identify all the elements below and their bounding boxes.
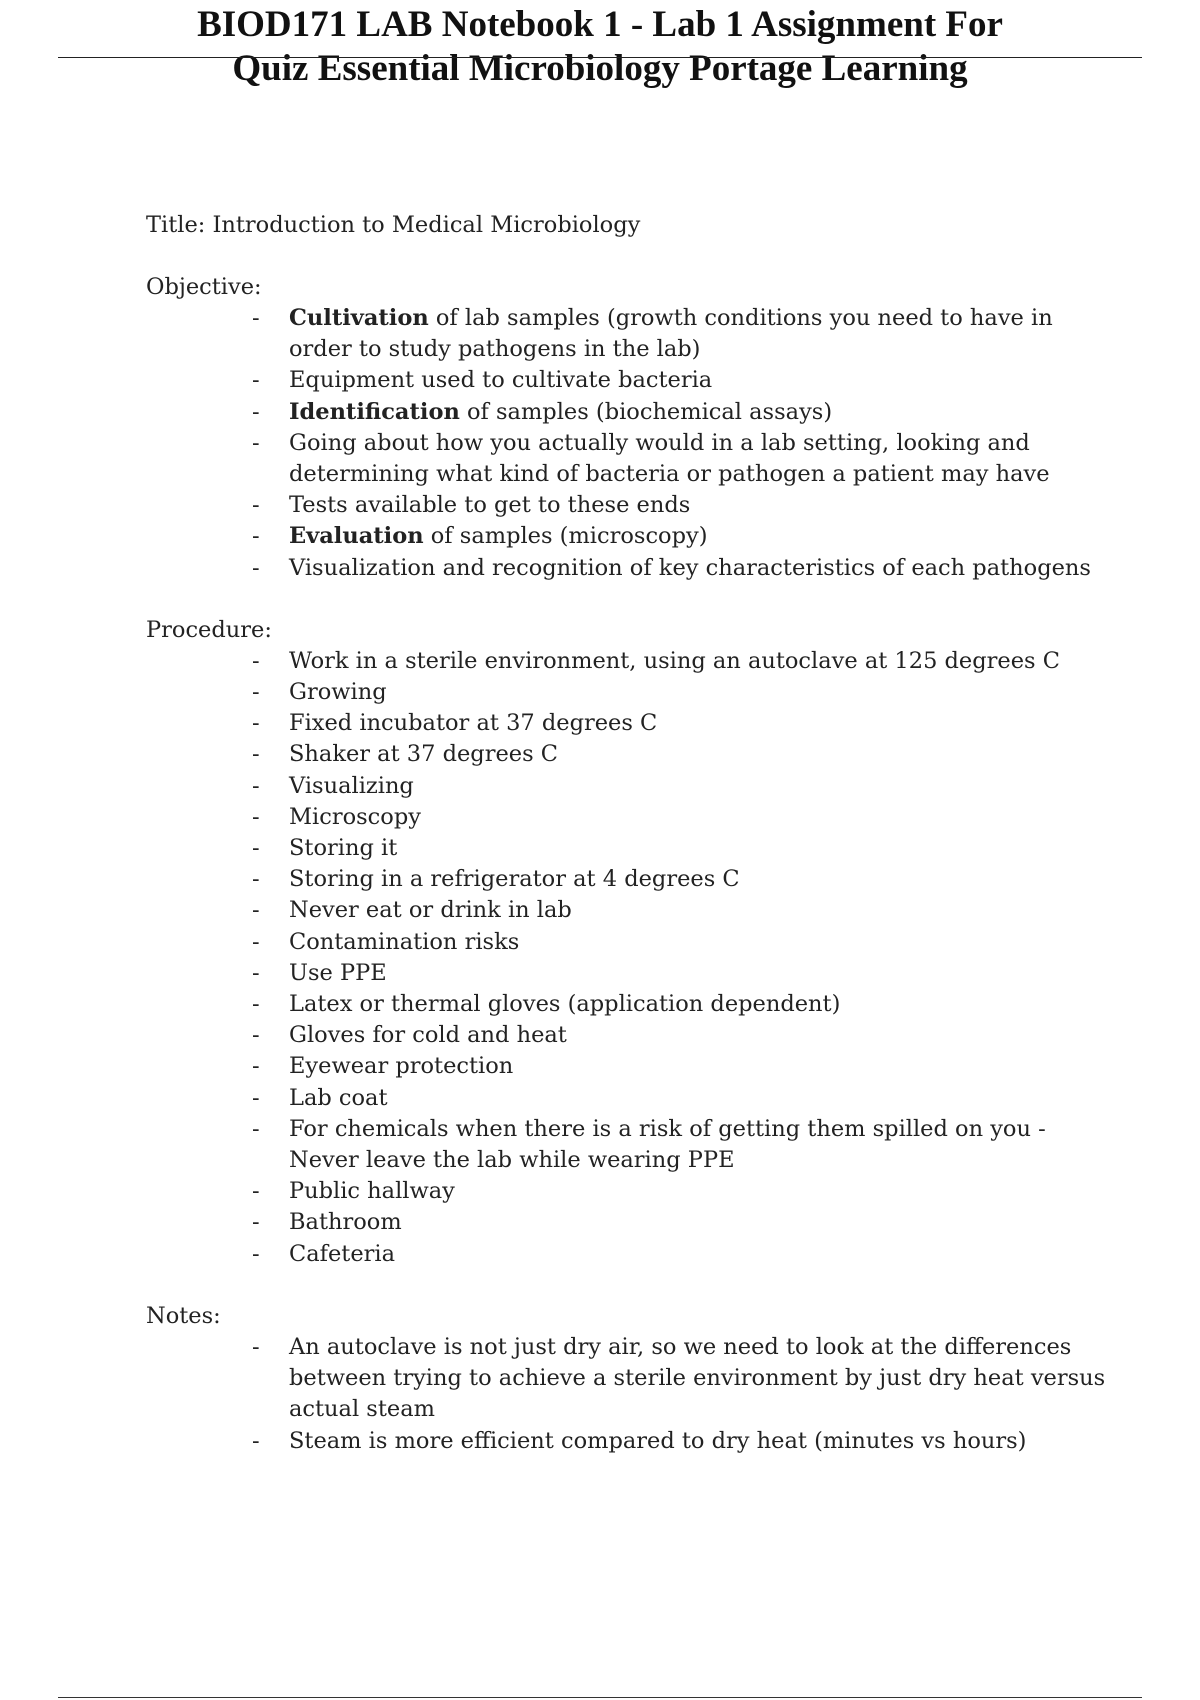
procedure-item-text: Growing [289, 679, 387, 706]
procedure-item-text: Latex or thermal gloves (application dependent) [289, 991, 841, 1018]
objective-item-keyword: Evaluation [289, 523, 424, 550]
bullet-dash: - [252, 1084, 260, 1111]
objective-item-text: Tests available to get to these ends [289, 492, 691, 519]
bullet-dash: - [252, 554, 260, 581]
procedure-item-text: Work in a sterile environment, using an autoclave at 125 degrees C [289, 647, 1060, 674]
procedure-item [146, 1176, 1106, 1207]
bullet-dash: - [252, 429, 260, 456]
bullet-dash: - [252, 1209, 260, 1236]
procedure-item-text: Cafeteria [289, 1240, 395, 1267]
procedure-item-text: Lab coat [289, 1084, 388, 1111]
procedure-item-text: Eyewear protection [289, 1053, 514, 1080]
objective-item-text: of lab samples (growth conditions you need to have in order to study pathogens in the lab) [289, 305, 1053, 363]
bullet-dash: - [252, 866, 260, 893]
objective-item-text: of samples (biochemical assays) [459, 398, 833, 425]
objective-item-keyword: Identification [289, 398, 460, 425]
objective-section [146, 272, 1106, 584]
procedure-item [146, 802, 1106, 833]
bullet-dash: - [252, 897, 260, 924]
procedure-item-text: Public hallway [289, 1178, 455, 1205]
procedure-item-text: Contamination risks [289, 928, 520, 955]
procedure-item [146, 708, 1106, 739]
bullet-dash: - [252, 959, 260, 986]
bullet-dash: - [252, 647, 260, 674]
objective-item [146, 428, 1106, 490]
procedure-item-text: Visualizing [289, 772, 414, 799]
bullet-dash: - [252, 1178, 260, 1205]
bullet-dash: - [252, 1053, 260, 1080]
procedure-item [146, 1020, 1106, 1051]
objective-item-text: Visualization and recognition of key characteristics of each pathogens [289, 554, 1091, 581]
bullet-dash: - [252, 367, 260, 394]
notes-item-text: Steam is more efficient compared to dry heat (minutes vs hours) [289, 1427, 1027, 1454]
bullet-dash: - [252, 679, 260, 706]
objective-item-keyword: Cultivation [289, 305, 429, 331]
procedure-section [146, 615, 1106, 1270]
procedure-item [146, 989, 1106, 1020]
objective-item [146, 397, 1106, 428]
procedure-item [146, 1207, 1106, 1238]
procedure-item [146, 864, 1106, 895]
footer-divider [58, 1697, 1142, 1698]
objective-item [146, 365, 1106, 396]
bullet-dash: - [252, 1427, 260, 1454]
notes-item-text: An autoclave is not just dry air, so we need to look at the differences between trying to achieve a sterile environment by just dry heat versus actual steam [289, 1333, 1106, 1423]
bullet-dash: - [252, 803, 260, 830]
bullet-dash: - [252, 492, 260, 519]
notes-item [146, 1426, 1106, 1457]
lab-title: Title: Introduction to Medical Microbiology [146, 212, 641, 238]
procedure-item [146, 771, 1106, 802]
bullet-dash: - [252, 1022, 260, 1049]
document-title-line-2: Quiz Essential Microbiology Portage Learning [232, 48, 968, 89]
bullet-dash: - [252, 1115, 260, 1142]
objective-item [146, 553, 1106, 584]
document-header [58, 0, 1142, 91]
procedure-item [146, 677, 1106, 708]
objective-item-text: of samples (microscopy) [423, 523, 708, 550]
objective-item [146, 303, 1106, 365]
document-body [146, 210, 1106, 1457]
bullet-dash: - [252, 398, 260, 425]
bullet-dash: - [252, 305, 260, 331]
procedure-item-text: Never eat or drink in lab [289, 897, 572, 924]
document-title-line-1: BIOD171 LAB Notebook 1 - Lab 1 Assignment For [197, 4, 1003, 45]
procedure-item-text: Shaker at 37 degrees C [289, 741, 558, 768]
procedure-item [146, 646, 1106, 677]
procedure-item-text: Bathroom [289, 1209, 402, 1236]
procedure-item [146, 1239, 1106, 1270]
objective-list [146, 303, 1106, 584]
objective-item [146, 521, 1106, 552]
procedure-item [146, 958, 1106, 989]
procedure-item-text: Gloves for cold and heat [289, 1022, 567, 1049]
bullet-dash: - [252, 1333, 260, 1360]
procedure-item [146, 1083, 1106, 1114]
objective-item-text: Equipment used to cultivate bacteria [289, 367, 713, 394]
procedure-item-text: Storing it [289, 835, 398, 862]
notes-heading: Notes: [146, 1302, 221, 1329]
objective-item [146, 490, 1106, 521]
bullet-dash: - [252, 1240, 260, 1267]
objective-item-text: Going about how you actually would in a lab setting, looking and determining what kind of bacteria or pathogen a patient may have [289, 429, 1050, 488]
procedure-list [146, 646, 1106, 1270]
procedure-item [146, 1051, 1106, 1082]
procedure-item [146, 1114, 1106, 1176]
bullet-dash: - [252, 772, 260, 799]
procedure-item [146, 833, 1106, 864]
bullet-dash: - [252, 928, 260, 955]
bullet-dash: - [252, 741, 260, 768]
notes-item [146, 1332, 1106, 1426]
bullet-dash: - [252, 523, 260, 550]
bullet-dash: - [252, 835, 260, 862]
procedure-item [146, 739, 1106, 770]
procedure-item [146, 895, 1106, 926]
procedure-item-text: Fixed incubator at 37 degrees C [289, 710, 658, 737]
procedure-heading: Procedure: [146, 616, 272, 643]
procedure-item-text: Use PPE [289, 959, 387, 986]
bullet-dash: - [252, 710, 260, 737]
procedure-item-text: Microscopy [289, 803, 421, 830]
procedure-item [146, 927, 1106, 958]
procedure-item-text: Storing in a refrigerator at 4 degrees C [289, 866, 740, 893]
bullet-dash: - [252, 991, 260, 1018]
procedure-item-text: For chemicals when there is a risk of getting them spilled on you - Never leave the lab while wearing PPE [289, 1115, 1075, 1174]
notes-section [146, 1301, 1106, 1457]
notes-list [146, 1332, 1106, 1457]
header-divider [58, 57, 1142, 58]
objective-heading: Objective: [146, 274, 262, 300]
